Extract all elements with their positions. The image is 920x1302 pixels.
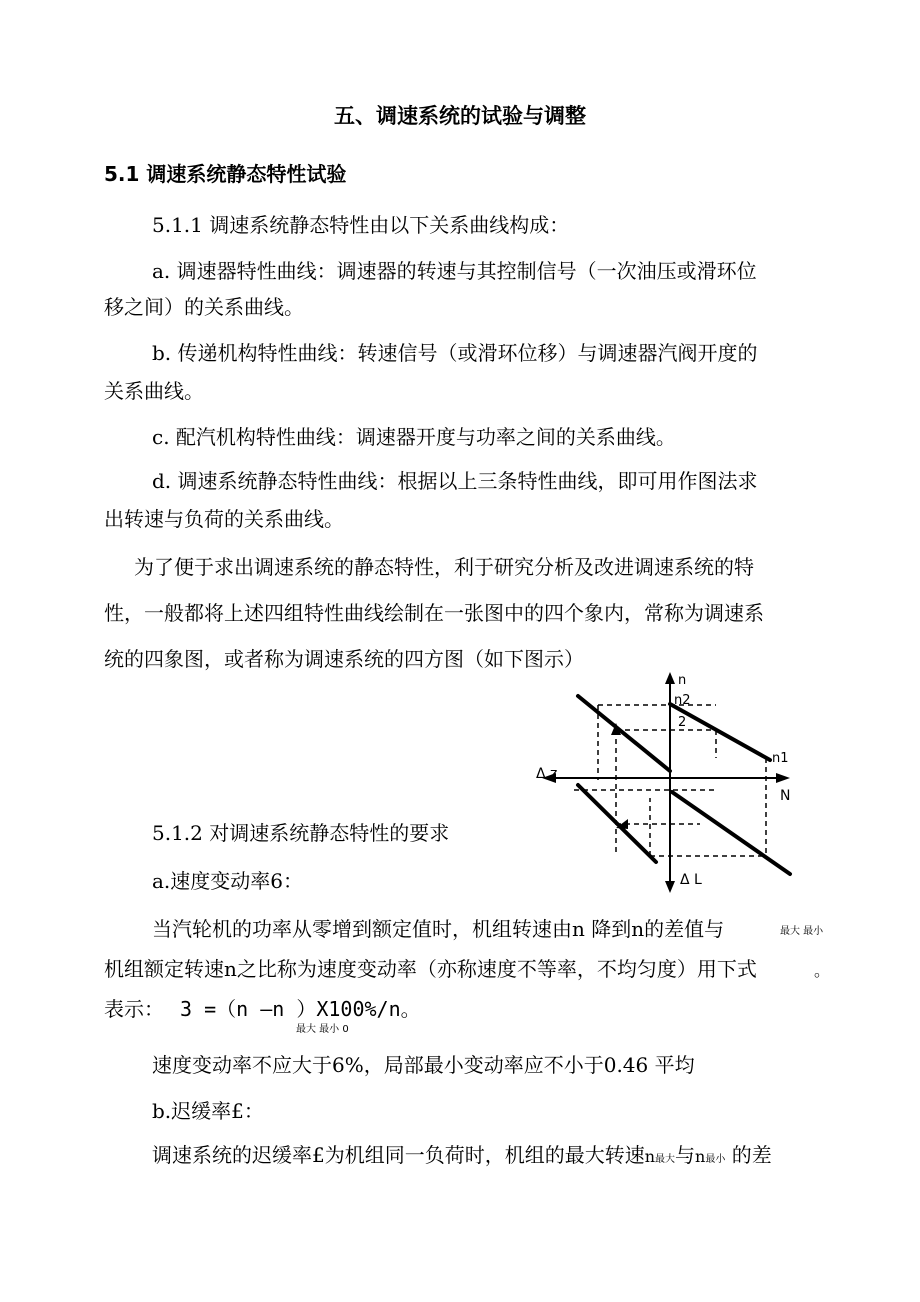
- item-d-line2: 出转速与负荷的关系曲线。: [104, 507, 344, 531]
- paragraph-line1: 为了便于求出调速系统的静态特性，利于研究分析及改进调速系统的特: [134, 555, 754, 579]
- label-2: 2: [678, 715, 687, 730]
- req-b-n-max: n: [644, 1147, 656, 1166]
- label-n1: n1: [772, 751, 789, 766]
- label-delta-z: Δ z: [536, 766, 558, 782]
- req-b-n-min: n: [695, 1147, 706, 1166]
- label-N: N: [780, 788, 791, 804]
- four-quadrant-diagram: [520, 668, 810, 896]
- paragraph-line2: 性，一般都将上述四组特性曲线绘制在一张图中的四个象内，常称为调速系: [104, 601, 764, 625]
- req-a-trailing-dot: 。: [814, 961, 831, 980]
- req-b-and: 与: [675, 1143, 696, 1167]
- requirement-a: a.速度变动率6：: [152, 869, 304, 893]
- axes: [554, 682, 778, 890]
- label-delta-L: Δ L: [680, 872, 702, 888]
- item-b-line1: b. 传递机构特性曲线：转速信号（或滑环位移）与调速器汽阀开度的: [152, 341, 758, 365]
- item-c: c. 配汽机构特性曲线：调速器开度与功率之间的关系曲线。: [152, 425, 676, 449]
- section-heading: 5.1 调速系统静态特性试验: [104, 162, 347, 186]
- item-d-line1: d. 调速系统静态特性曲线：根据以上三条特性曲线，即可用作图法求: [152, 469, 758, 493]
- label-n2: n2: [674, 693, 691, 708]
- req-a-subscript-line1: 最大 最小: [780, 926, 824, 937]
- subsection-511: 5.1.1 调速系统静态特性由以下关系曲线构成：: [152, 213, 570, 237]
- paragraph-line3: 统的四象图，或者称为调速系统的四方图（如下图示）: [104, 647, 584, 671]
- requirement-b: b.迟缓率£：: [152, 1099, 264, 1123]
- item-a-line2: 移之间）的关系曲线。: [104, 295, 304, 319]
- label-n: n: [678, 673, 687, 688]
- req-b-text-line1: [152, 1141, 772, 1174]
- item-b-line2: 关系曲线。: [104, 379, 204, 403]
- req-b-end: 的差: [725, 1143, 772, 1167]
- req-a-text-line3: 表示：: [104, 997, 164, 1021]
- formula-subscripts: 最大 最小 0: [296, 1024, 349, 1035]
- req-b-sub-min: 最小: [705, 1154, 726, 1165]
- page-title: 五、调速系统的试验与调整: [334, 104, 586, 128]
- item-a-line1: a. 调速器特性曲线：调速器的转速与其控制信号（一次油压或滑环位: [152, 259, 757, 283]
- req-b-sub-max: 最大: [655, 1154, 676, 1165]
- req-a-text-line2: 机组额定转速n之比称为速度变动率（亦称速度不等率，不均匀度）用下式: [104, 957, 757, 981]
- req-a-text-line4: 速度变动率不应大于6%，局部最小变动率应不小于0.46 平均: [152, 1053, 695, 1077]
- req-a-text-line1: 当汽轮机的功率从零增到额定值时，机组转速由n 降到n的差值与: [152, 917, 725, 941]
- subsection-512: 5.1.2 对调速系统静态特性的要求: [152, 821, 450, 845]
- speed-variation-formula: 3 =（n —n ）X100%/n。: [180, 997, 421, 1021]
- req-b-text: 调速系统的迟缓率£为机组同一负荷时，机组的最大转速: [152, 1143, 645, 1167]
